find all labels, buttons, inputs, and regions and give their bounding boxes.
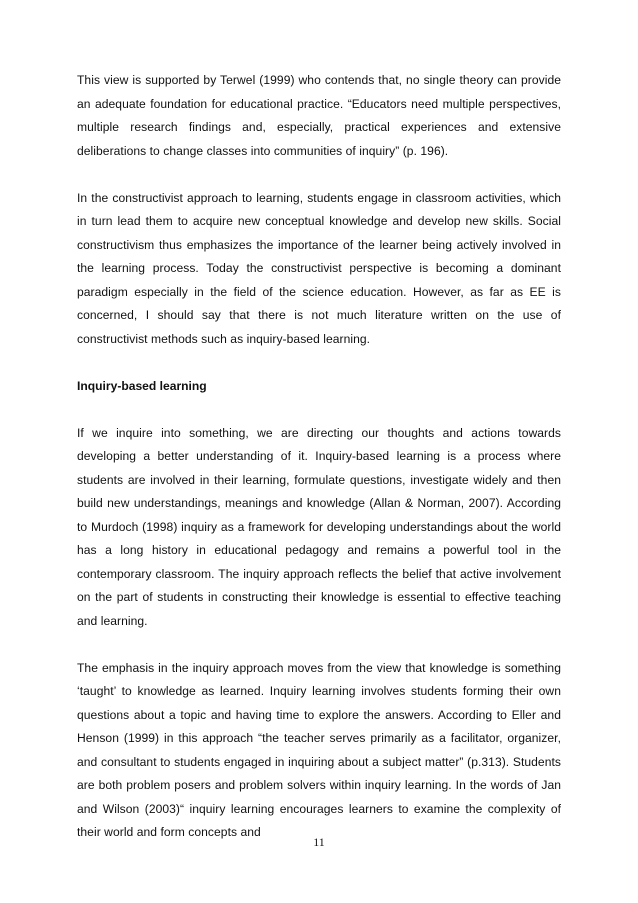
page-number: 11 (313, 835, 325, 849)
section-heading-inquiry-based-learning: Inquiry-based learning (77, 378, 207, 393)
paragraph-terwel: This view is supported by Terwel (1999) who contends that, no single theory can provide an adequate foundation for educational practice. “Educators need multiple perspectives, multiple research findings and, especially, practical experiences and extensive deliberations to change classes into communities of inquiry” (p. 196). (77, 73, 561, 158)
paragraph-constructivist-approach: In the constructivist approach to learning, students engage in classroom activities, which in turn lead them to acquire new conceptual knowledge and develop new skills. Social constructivism thus emphasizes the importance of the learner being actively involved in the learning process. Today the constructivist perspective is becoming a dominant paradigm especially in the field of the science education. However, as far as EE is concerned, I should say that there is not much literature written on the use of constructivist methods such as inquiry-based learning. (77, 190, 561, 346)
document-page (77, 69, 561, 845)
paragraph-inquiry-emphasis: The emphasis in the inquiry approach moves from the view that knowledge is something ‘taught’ to knowledge as learned. Inquiry learning involves students forming their own questions about a topic and having time to explore the answers. According to Eller and Henson (1999) in this approach “the teacher serves primarily as a facilitator, organizer, and consultant to students engaged in inquiring about a subject matter” (p.313). Students are both problem posers and problem solvers within inquiry learning. In the words of Jan and Wilson (2003)“ inquiry learning encourages learners to examine the complexity of their world and form concepts and (77, 660, 561, 839)
paragraph-inquiry-definition: If we inquire into something, we are directing our thoughts and actions towards developing a better understanding of it. Inquiry-based learning is a process where students are involved in their learning, formulate questions, investigate widely and then build new understandings, meanings and knowledge (Allan & Norman, 2007). According to Murdoch (1998) inquiry as a framework for developing understandings about the world has a long history in educational pedagogy and remains a powerful tool in the contemporary classroom. The inquiry approach reflects the belief that active involvement on the part of students in constructing their knowledge is essential to effective teaching and learning. (77, 425, 561, 628)
